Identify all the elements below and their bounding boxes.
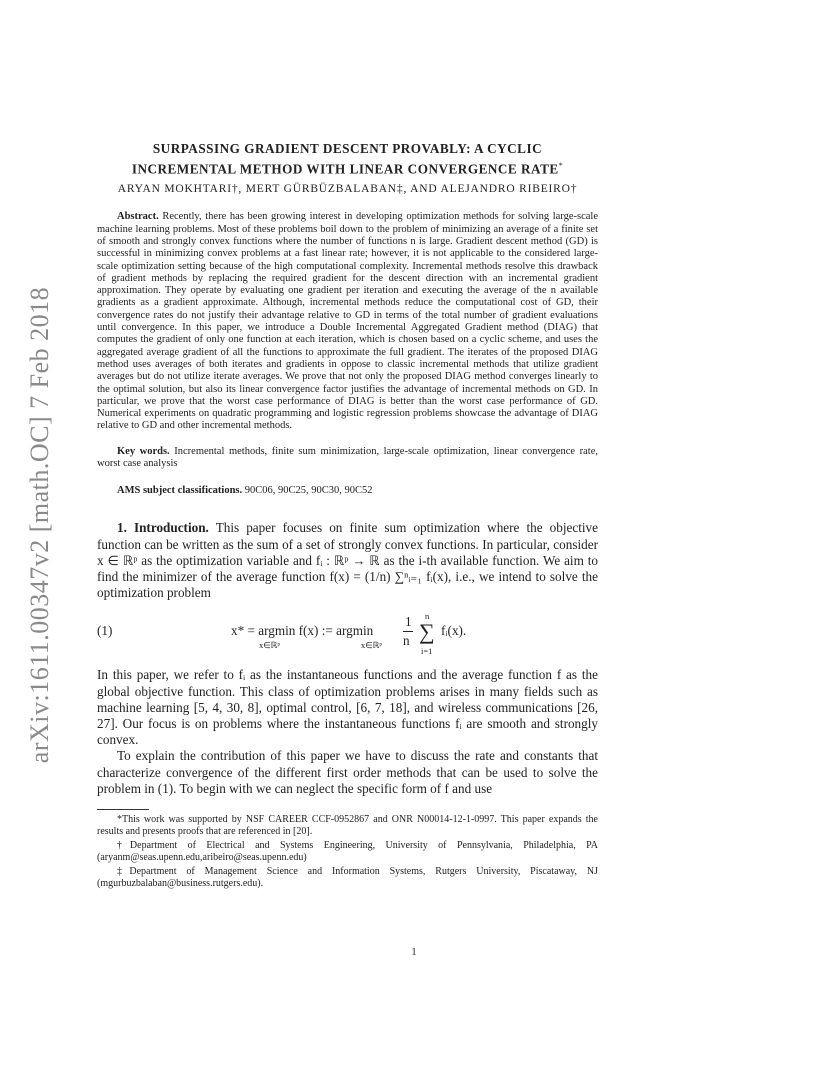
sum-lower-limit: i=1 bbox=[421, 646, 433, 657]
footnote-rule bbox=[97, 809, 149, 810]
title-footnote-mark: * bbox=[558, 161, 564, 170]
footnote-affiliation-penn: †Department of Electrical and Systems Engineering, University of Pennsylvania, Philadelphia, PA (aryanm@seas.upenn.edu,aribeiro@seas.upenn.edu) bbox=[97, 839, 598, 863]
abstract bbox=[97, 211, 598, 432]
intro-text: This paper focuses on finite sum optimization where the objective function can be written as the sum of a set of strongly convex functions. In particular, consider x ∈ ℝᵖ as the optimization variable and fᵢ : ℝᵖ → ℝ as the i-th available function. We aim to find the minimizer of the average function f(x) = (1/n) ∑ⁿᵢ₌₁ fᵢ(x), i.e., we intend to solve the optimization problem bbox=[97, 520, 598, 601]
keywords bbox=[97, 446, 598, 471]
body-paragraph-3: To explain the contribution of this paper we have to discuss the rate and constants that characterize convergence of the different first order methods that can be used to solve the problem in (1). To begin with we can neglect the specific form of f and use bbox=[97, 748, 598, 796]
title-line-2-text: INCREMENTAL METHOD WITH LINEAR CONVERGENCE RATE bbox=[131, 161, 559, 177]
arxiv-stamp bbox=[20, 270, 60, 780]
sum-symbol: ∑ bbox=[419, 619, 435, 645]
paper-title bbox=[97, 140, 598, 177]
footnotes bbox=[97, 814, 598, 890]
page-number: 1 bbox=[411, 947, 417, 958]
equation-lhs: x* = argmin f(x) := argmin bbox=[231, 623, 374, 639]
title-line-1: SURPASSING GRADIENT DESCENT PROVABLY: A CYCLIC bbox=[152, 141, 543, 156]
equation-number: (1) bbox=[97, 623, 113, 639]
arxiv-identifier: arXiv:1611.00347v2 [math.OC] 7 Feb 2018 bbox=[25, 286, 55, 764]
body-paragraph-2: In this paper, we refer to fᵢ as the instantaneous functions and the average function f as the global objective function. This class of optimization problems arises in many fields such as machine learning [5, 4, 30, 8], optimal control, [6, 7, 18], and wireless communications [26, 27]. Our focus is on problems where the instantaneous functions fᵢ are smooth and strongly convex. bbox=[97, 667, 598, 748]
keywords-label: Key words. bbox=[117, 445, 170, 457]
paper-page bbox=[97, 140, 598, 892]
equation-rhs: fᵢ(x). bbox=[441, 623, 467, 639]
keywords-text: Incremental methods, finite sum minimization, large-scale optimization, linear convergence rate, worst case analysis bbox=[97, 445, 599, 470]
argmin-subscript-1: x∈ℝᵖ bbox=[259, 640, 281, 651]
fraction-bar bbox=[403, 631, 413, 632]
footnote-funding: *This work was supported by NSF CAREER CCF-0952867 and ONR N00014-12-1-0997. This paper expands the results and presents proofs that are referenced in [20]. bbox=[97, 813, 598, 837]
abstract-label: Abstract. bbox=[117, 211, 159, 223]
abstract-text: Recently, there has been growing interest in developing optimization methods for solving large-scale machine learning problems. Most of these problems boil down to the problem of minimizing an average of a finite set of smooth and strongly convex functions where the number of functions n is large. Gradient descent method (GD) is successful in minimizing convex problems at a fast linear rate; however, it is not applicable to the considered large-scale optimization setting because of the high computational complexity. Incremental methods resolve this drawback of gradient methods by replacing the required gradient for the descent direction with an incremental gradient approximation. They operate by evaluating one gradient per iteration and executing the average of the n available gradients as a gradient approximate. Although, incremental methods reduce the computational cost of GD, their convergence rates do not justify their advantage relative to GD in terms of the total number of gradient evaluations until convergence. In this paper, we introduce a Double Incremental Aggregated Gradient method (DIAG) that computes the gradient of only one function at each iteration, which is chosen based on a cyclic scheme, and uses the aggregated average gradient of all the functions to approximate the full gradient. The iterates of the proposed DIAG method uses averages of both iterates and gradients in oppose to classic incremental methods that utilize gradient averages but do not utilize iterate averages. We prove that not only the proposed DIAG method converges linearly to the optimal solution, but also its linear convergence factor justifies the advantage of incremental methods on GD. In particular, we prove that the worst case performance of DIAG is better than the worst case performance of GD. Numerical experiments on quadratic programming and logistic regression problems showcase the advantage of DIAG relative to GD and other incremental methods. bbox=[97, 211, 599, 432]
title-line-2 bbox=[97, 157, 598, 177]
fraction-denominator: n bbox=[403, 633, 410, 649]
footnote-affiliation-rutgers: ‡Department of Management Science and Information Systems, Rutgers University, Piscataway, NJ (mgurbuzbalaban@business.rutgers.edu). bbox=[97, 865, 598, 889]
author-list: ARYAN MOKHTARI†, MERT GÜRBÜZBALABAN‡, AND ALEJANDRO RIBEIRO† bbox=[117, 183, 578, 196]
fraction-numerator: 1 bbox=[405, 614, 412, 630]
ams-label: AMS subject classifications. bbox=[117, 485, 243, 497]
argmin-subscript-2: x∈ℝᵖ bbox=[361, 640, 383, 651]
sum-upper-limit: n bbox=[425, 611, 430, 622]
ams-classifications bbox=[97, 485, 598, 496]
section-heading: 1. Introduction. bbox=[117, 520, 209, 536]
equation-body bbox=[231, 611, 471, 657]
ams-text: 90C06, 90C25, 90C30, 90C52 bbox=[244, 485, 373, 497]
introduction-paragraph bbox=[97, 520, 598, 601]
equation-1 bbox=[97, 611, 598, 657]
